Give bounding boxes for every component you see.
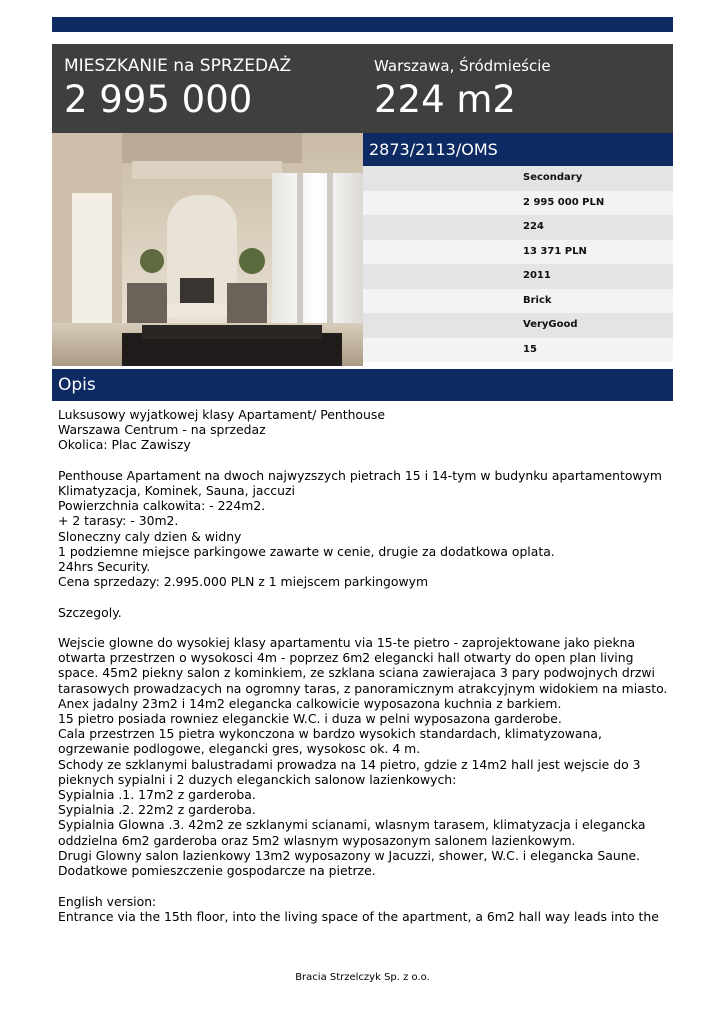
description-text: Luksusowy wyjatkowej klasy Apartament/ Penthouse Warszawa Centrum - na sprzedaz Okolica: Plac Zawiszy Penthouse Apartament na dwoch najwyzszych pietrach 15 i 14-tym w budynku apartamentowym Klimatyzacja, Kominek, Sauna, jaccuzi Powierzchnia calkowita: - 224m2. + 2 tarasy: - 30m2. Sloneczny caly dzien & widny 1 podziemne miejsce parkingowe zawarte w cenie, drugie za dodatkowa oplata. 24hrs Security. Cena sprzedazy: 2.995.000 PLN z 1 miejscem parkingowym Szczegoly. Wejscie glowne do wysokiej klasy apartamentu via 15-te pietro - zaprojektowane jako piekna otwarta przestrzen o wysokosci 4m - poprzez 6m2 elegancki hall otwarty do open plan living space. 45m2 piekny salon z kominkiem, ze szklana sciana zawierajaca 3 pary podwojnych drzwi tarasowych prowadzacych na ogromny taras, z panoramicznym atrakcyjnym widokiem na miasto. Anex jadalny 23m2 i 14m2 elegancka calkowicie wyposazona kuchnia z barkiem. 15 pietro posiada rowniez eleganckie W.C. i duza w pelni wyposazona garderobe. Cala przestrzen 15 pietra wykonczona w bardzo wysokich standardach, klimatyzowana, ogrzewanie podlogowe, elegancki gres, wysokosc ok. 4 m. Schody ze szklanymi balustradami prowadza na 14 pietro, gdzie z 14m2 hall jest wejscie do 3 pieknych sypialni i 2 duzych eleganckich salonow lazienkowych: Sypialnia .1. 17m2 z garderoba. Sypialnia .2. 22m2 z garderoba. Sypialnia Glowna .3. 42m2 ze szklanymi scianami, wlasnym tarasem, klimatyzacja i elegancka oddzielna 6m2 garderoba oraz 5m2 wlasnym wyposazonym salonem lazienkowym. Drugi Glowny salon lazienkowy 13m2 wyposazony w Jacuzzi, shower, W.C. i elegancka Saune. Dodatkowe pomieszczenie gospodarcze na pietrze. English version: Entrance via the 15th floor, into the living space of the apartment, a 6m2 hall way leads into the — [58, 407, 668, 924]
property-photo — [52, 133, 363, 366]
reference-number: 2873/2113/OMS — [363, 133, 673, 166]
property-details — [363, 133, 673, 362]
detail-market: Secondary — [363, 166, 673, 191]
header-left — [64, 56, 291, 122]
top-accent-bar — [52, 17, 673, 32]
listing-area: 224 m2 — [374, 78, 516, 121]
detail-price-per-m2: 13 371 PLN — [363, 240, 673, 265]
listing-location: Warszawa, Śródmieście — [374, 57, 551, 75]
description-heading: Opis — [52, 369, 673, 401]
detail-area: 224 — [363, 215, 673, 240]
detail-price: 2 995 000 PLN — [363, 191, 673, 216]
detail-building-material: Brick — [363, 289, 673, 314]
listing-header — [52, 44, 673, 133]
listing-type: MIESZKANIE na SPRZEDAŻ — [64, 56, 292, 76]
listing-price: 2 995 000 — [64, 78, 253, 121]
living-room-illustration — [52, 133, 363, 366]
detail-floor: 15 — [363, 338, 673, 363]
footer-company: Bracia Strzelczyk Sp. z o.o. — [295, 972, 430, 983]
detail-year-built: 2011 — [363, 264, 673, 289]
detail-condition: VeryGood — [363, 313, 673, 338]
header-right — [374, 56, 551, 122]
